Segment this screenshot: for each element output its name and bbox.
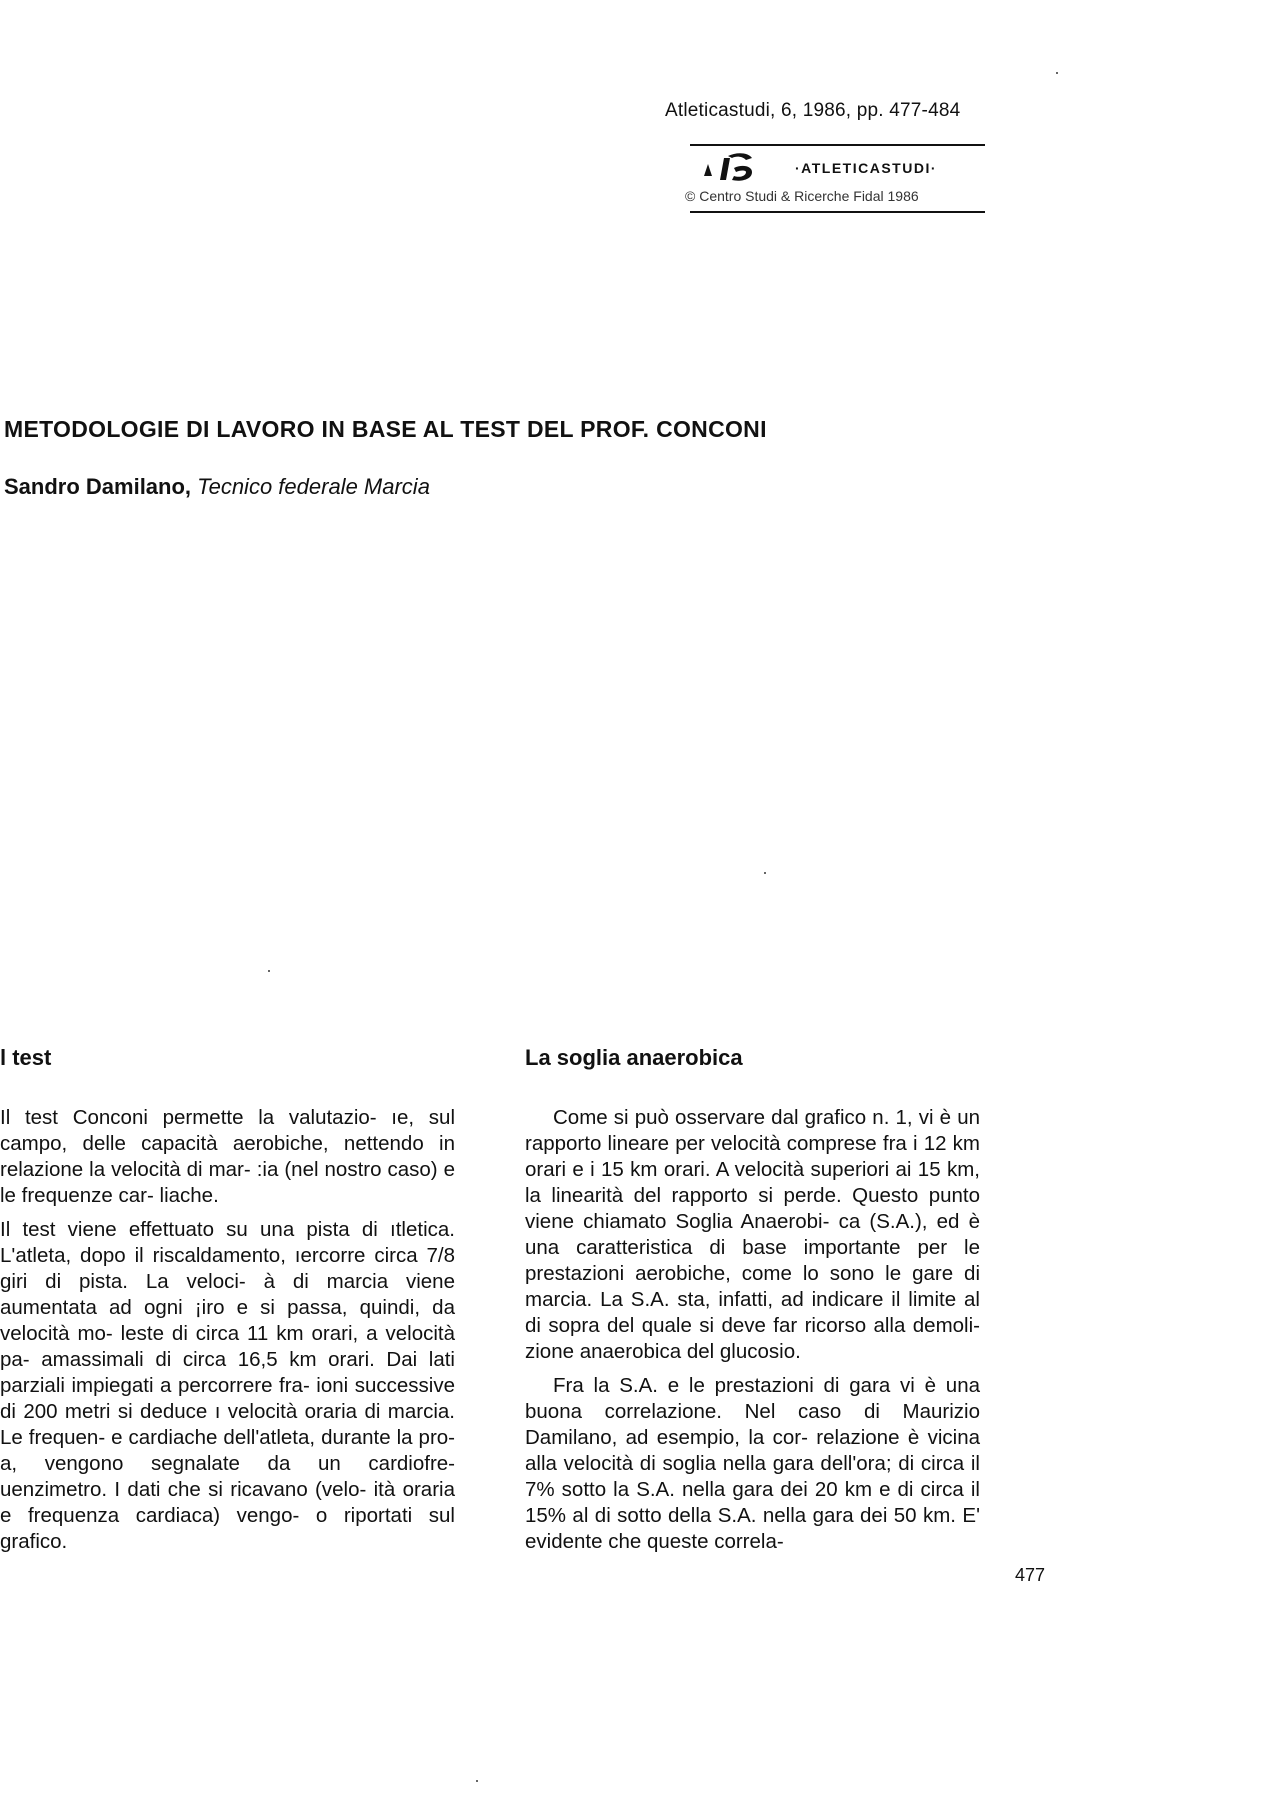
header-rule-bottom <box>690 211 985 213</box>
article-title: METODOLOGIE DI LAVORO IN BASE AL TEST DEL PROF. CONCONI <box>4 416 767 442</box>
copyright-notice: © Centro Studi & Ricerche Fidal 1986 <box>685 188 919 204</box>
right-column <box>525 1045 980 1563</box>
brand-name: ·ATLETICASTUDI· <box>795 160 937 176</box>
scan-speck <box>268 970 270 972</box>
atleticastudi-logo-icon <box>690 150 770 186</box>
paragraph: Come si può osservare dal grafico n. 1, vi è un rapporto lineare per velocità comprese fra i 12 km orari e i 15 km orari. A velocità superiori ai 15 km, la linearità del rapporto si perde. Questo punto viene chiamato Soglia Anaerobi- ca (S.A.), ed è una caratteristica di base importante per le prestazioni aerobiche, come lo sono le gare di marcia. La S.A. sta, infatti, ad indicare il limite al di sopra del quale si deve far ricorso alla demoli- zione anaerobica del glucosio. <box>525 1106 980 1363</box>
section-heading-test: l test <box>0 1045 52 1070</box>
paragraph: Il test viene effettuato su una pista di ıtletica. L'atleta, dopo il riscaldamento, ıercorre circa 7/8 giri di pista. La veloci- à di marcia viene aumentata ad ogni ¡iro e si passa, quindi, da velocità mo- leste di circa 11 km orari, a velocità pa- amassimali di circa 16,5 km orari. Dai lati parziali impiegati a percorrere fra- ioni successive di 200 metri si deduce ı velocità oraria di marcia. Le frequen- e cardiache dell'atleta, durante la pro- a, vengono segnalate da un cardiofre- uenzimetro. I dati che si ricavano (velo- ità oraria e frequenza cardiaca) vengo- o riportati sul grafico. <box>0 1218 455 1553</box>
scan-speck <box>764 872 766 874</box>
left-column <box>0 1045 455 1563</box>
author-line <box>4 474 430 500</box>
paragraph: Fra la S.A. e le prestazioni di gara vi è una buona correlazione. Nel caso di Maurizio Damilano, ad esempio, la cor- relazione è vicina alla velocità di soglia nella gara dell'ora; di circa il 7% sotto la S.A. nella gara dei 20 km e di circa il 15% al di sotto della S.A. nella gara dei 50 km. E' evidente che queste correla- <box>525 1374 980 1553</box>
journal-citation: Atleticastudi, 6, 1986, pp. 477-484 <box>665 100 961 121</box>
section-heading-soglia: La soglia anaerobica <box>525 1045 743 1070</box>
paragraph: Il test Conconi permette la valutazio- ıe, sul campo, delle capacità aerobiche, nettendo in relazione la velocità di mar- :ia (nel nostro caso) e le frequenze car- liache. <box>0 1106 455 1207</box>
header-rule-top <box>690 144 985 146</box>
author-name: Sandro Damilano, <box>4 474 192 499</box>
author-role: Tecnico federale Marcia <box>197 474 430 499</box>
page-number: 477 <box>1015 1565 1046 1585</box>
scan-speck <box>476 1780 478 1782</box>
scan-speck <box>1056 72 1058 74</box>
